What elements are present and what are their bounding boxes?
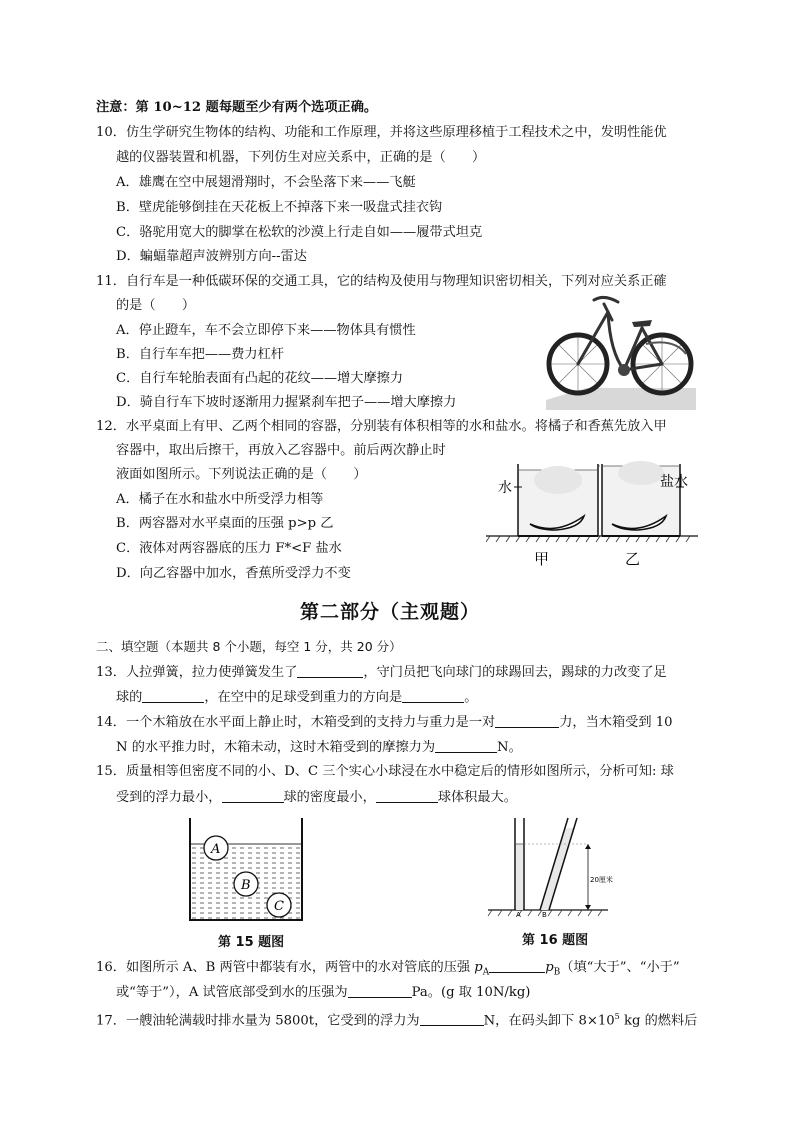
answer-blank[interactable] [348, 983, 412, 998]
q12-option-a: A．橘子在水和盐水中所受浮力相等 [116, 492, 324, 507]
pressure-symbol-b: p [545, 960, 554, 975]
q14-text-3: N 的水平推力时，木箱未动，这时木箱受到的摩擦力为 [116, 740, 436, 755]
q10-option-b: B．壁虎能够倒挂在天花板上不掉落下来一吸盘式挂衣钩 [116, 200, 443, 215]
q17-text-1: 17．一艘油轮满载时排水量为 5800t，它受到的浮力为 [96, 1013, 420, 1029]
containers-figure [486, 456, 698, 576]
q14-line1 [96, 713, 673, 732]
answer-blank[interactable] [489, 958, 545, 973]
q13-text-5: 。 [464, 690, 478, 705]
q12-stem-line3: 液面如图所示。下列说法正确的是（ ） [116, 467, 367, 482]
ball-a-label: A [211, 842, 221, 857]
answer-blank[interactable] [222, 788, 284, 803]
q15-text-3: 球体积最大。 [437, 790, 517, 805]
q15-line2 [116, 788, 517, 807]
answer-blank[interactable] [435, 738, 497, 753]
q13-text-4: ，在空中的足球受到重力的方向是 [204, 690, 403, 705]
q12-stem-line1: 12．水平桌面上有甲、乙两个相同的容器，分别装有体积相等的水和盐水。将橘子和香蕉先放入甲 [96, 419, 667, 434]
q16-text-3: 或“等于”），A 试管底部受到水的压强为 [116, 985, 348, 1000]
q11-option-a: A．停止蹬车，车不会立即停下来——物体具有惯性 [116, 323, 416, 338]
q11-option-c: C．自行车轮胎表面有凸起的花纹——增大摩擦力 [116, 371, 404, 386]
pressure-symbol-a: p [474, 960, 483, 975]
subscript-b: B [553, 967, 561, 978]
q10-stem-line2: 越的仪器装置和机器，下列仿生对应关系中，正确的是（ ） [116, 150, 486, 165]
q11-option-d: D．骑自行车下坡时逐渐用力握紧刹车把子——增大摩擦力 [116, 395, 457, 410]
q11-stem-line2: 的是（ ） [116, 298, 196, 313]
q13-line2 [116, 688, 477, 707]
answer-blank[interactable] [297, 663, 363, 678]
label-yi: 乙 [625, 550, 641, 568]
q16-text-1: 16．如图所示 A、B 两管中都装有水，两管中的水对管底的压强 [96, 960, 475, 975]
q11-option-b: B．自行车车把——费力杠杆 [116, 347, 284, 362]
part-two-title: 第二部分（主观题） [300, 601, 481, 623]
figure-15-caption: 第 15 题图 [218, 935, 285, 950]
q10-option-c: C．骆驼用宽大的脚掌在松软的沙漠上行走自如——履带式坦克 [116, 225, 483, 240]
bicycle-image [546, 292, 696, 410]
figure-15-beaker [184, 816, 308, 924]
note-text: 注意：第 10~12 题每题至少有两个选项正确。 [96, 100, 378, 115]
label-water: 水 [498, 480, 512, 496]
q17-text-2: N，在码头卸下 8×10 [483, 1013, 615, 1029]
q13-text-1: 13．人拉弹簧，拉力使弹簧发生了 [96, 665, 298, 680]
tube-b-label: B [542, 911, 547, 919]
q12-option-b: B．两容器对水平桌面的压强 p>p 乙 [116, 516, 334, 531]
q16-text-4: Pa。(g 取 10N/kg) [411, 985, 531, 1000]
answer-blank[interactable] [402, 688, 464, 703]
q15-text-1: 受到的浮力最小， [116, 790, 222, 805]
q12-stem-line2: 容器中，取出后擦干，再放入乙容器中。前后两次静止时 [116, 443, 446, 458]
q14-line2 [116, 738, 522, 757]
q12-option-c: C．液体对两容器底的压力 F*<F 盐水 [116, 541, 342, 556]
q15-text-2: 球的密度最小， [283, 790, 376, 805]
q13-text-3: 球的 [116, 690, 143, 705]
q16-line2 [116, 983, 530, 1002]
height-label: 20厘米 [590, 876, 613, 884]
q11-stem-line1: 11．自行车是一种低碳环保的交通工具，它的结构及使用与物理知识密切相关，下列对应关系正確 [96, 274, 667, 289]
q13-line1 [96, 663, 667, 682]
q13-text-2: ，守门员把飞向球门的球踢回去，踢球的力改变了足 [363, 665, 667, 680]
section-fill-heading: 二、填空题（本题共 8 个小题，每空 1 分，共 20 分） [96, 639, 402, 654]
exponent: 5 [614, 1012, 620, 1021]
q14-text-4: N。 [497, 740, 522, 755]
q12-option-d: D．向乙容器中加水，香蕉所受浮力不变 [116, 566, 351, 581]
q15-line1: 15．质量相等但密度不同的小、D、C 三个实心小球浸在水中稳定后的情形如图所示，分析可知: 球 [96, 764, 674, 779]
q16-text-2: （填“大于”、“小于” [560, 960, 680, 975]
figure-16-caption: 第 16 题图 [522, 933, 589, 948]
ball-b-label: B [241, 878, 251, 893]
answer-blank[interactable] [142, 688, 204, 703]
tube-a-label: A [516, 911, 521, 919]
q17-line1 [96, 1008, 697, 1030]
q16-line1 [96, 958, 680, 982]
q10-option-d: D．蝙蝠靠超声波辨别方向--雷达 [116, 249, 307, 264]
figure-16-tubes [484, 816, 614, 920]
label-brine: 盐水 [660, 474, 688, 490]
label-jia: 甲 [534, 550, 550, 568]
answer-blank[interactable] [495, 713, 559, 728]
subscript-a: A [482, 967, 490, 978]
ball-c-label: C [274, 899, 284, 914]
q10-option-a: A．雄鹰在空中展翅滑翔时，不会坠落下来——飞艇 [116, 175, 416, 190]
q14-text-1: 14．一个木箱放在水平面上静止时，木箱受到的支持力与重力是一对 [96, 715, 496, 730]
q10-stem-line1: 10．仿生学研究生物体的结构、功能和工作原理，并将这些原理移植于工程技术之中，发明性能优 [96, 125, 667, 140]
q17-text-3: kg 的燃料后 [619, 1013, 698, 1029]
q14-text-2: 力，当木箱受到 10 [559, 715, 673, 730]
answer-blank[interactable] [376, 788, 438, 803]
answer-blank[interactable] [420, 1011, 484, 1026]
